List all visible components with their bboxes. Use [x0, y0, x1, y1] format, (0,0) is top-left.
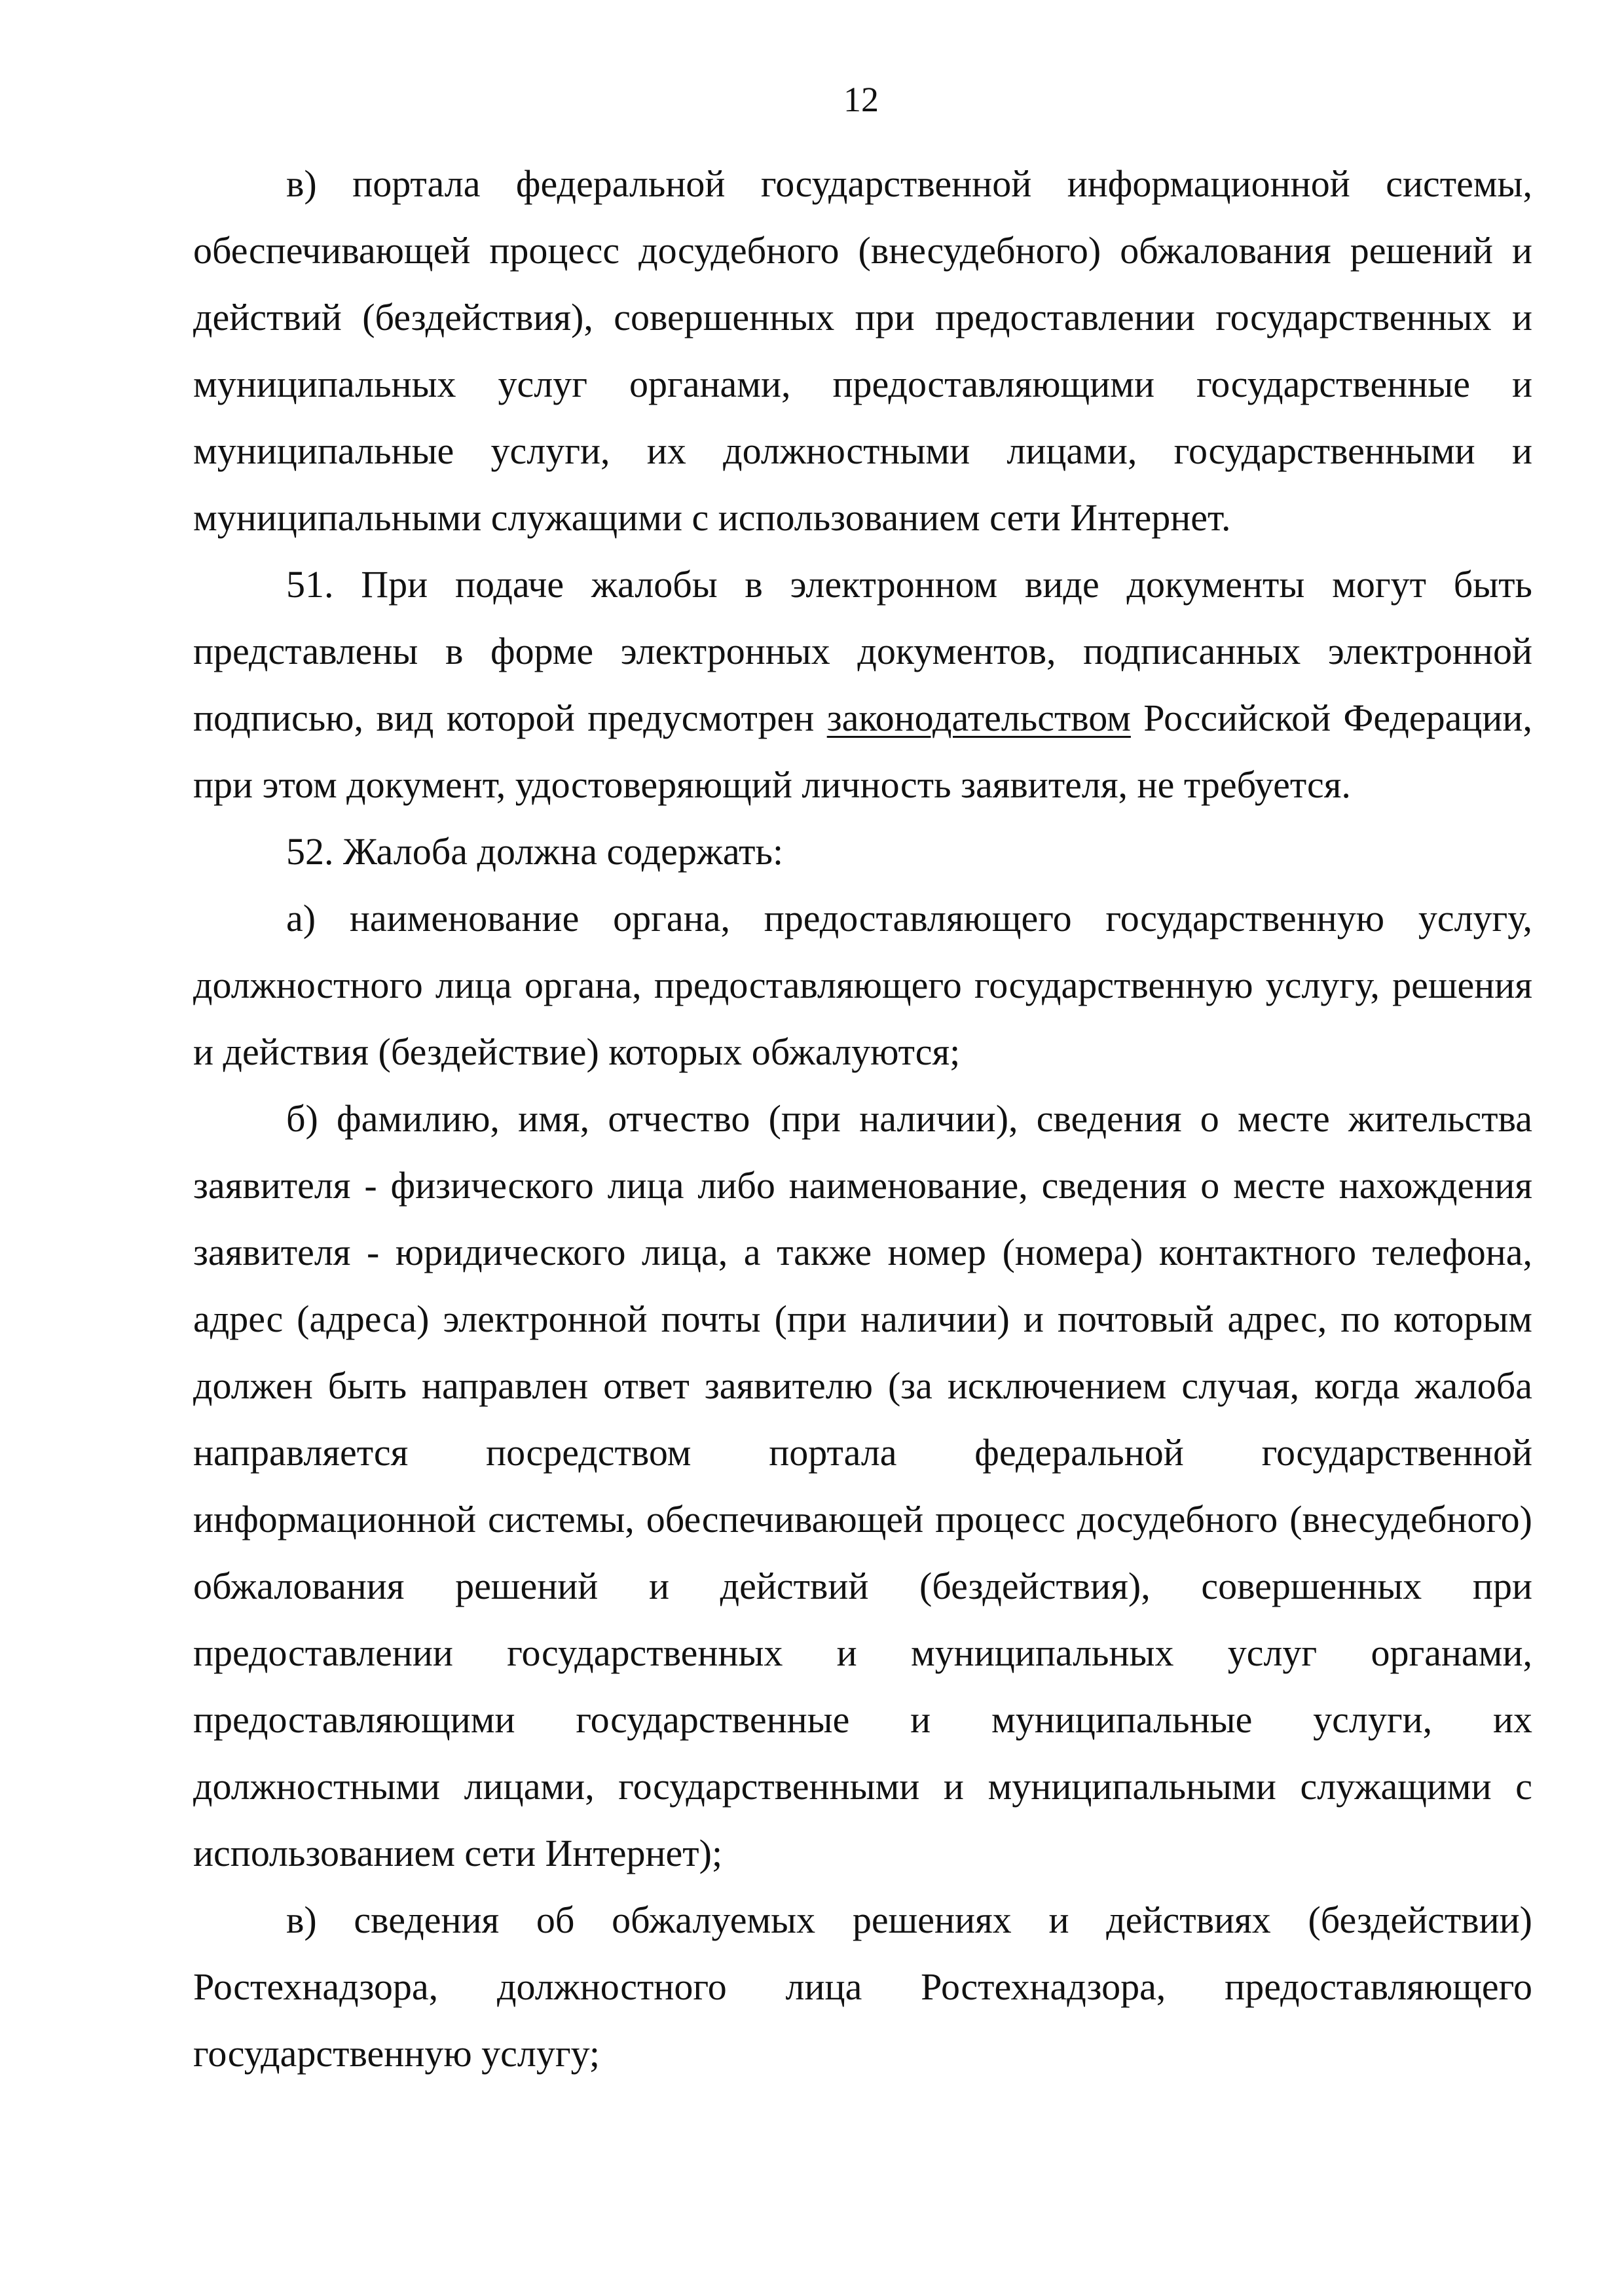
legislation-link[interactable]: законодательством [826, 697, 1131, 739]
page-number: 12 [843, 80, 879, 119]
paragraph-51-text-end: Российской Федерации, при этом документ, удостоверяющий личность заявителя, не требуется. [193, 697, 1532, 806]
paragraph-52: 52. Жалоба должна содержать: [286, 830, 784, 873]
paragraph-v-portal: в) портала федеральной государственной информационной системы, обеспечивающей процесс досудебного (внесудебного) обжалования решений и действий (бездействия), совершенных при предоставлении государственных и муниципальных услуг органами, предоставляющими государственные и муниципальные услуги, их должностными лицами, государственными и муниципальными служащими с использованием сети Интернет. [193, 162, 1532, 539]
paragraph-51 [193, 551, 1532, 818]
document-body [193, 151, 1532, 2087]
paragraph-52-v: в) сведения об обжалуемых решениях и действиях (бездействии) Ростехнадзора, должностного лица Ростехнадзора, предоставляющего государственную услугу; [193, 1899, 1532, 2075]
paragraph-51-text-start: 51. При подаче жалобы в электронном виде документы могут быть представлены в форме электронных документов, подписанных электронной подписью, вид которой предусмотрен [193, 563, 1532, 739]
paragraph-52-a: а) наименование органа, предоставляющего государственную услугу, должностного лица органа, предоставляющего государственную услугу, решения и действия (бездействие) которых обжалуются; [193, 897, 1532, 1073]
paragraph-52-b: б) фамилию, имя, отчество (при наличии), сведения о месте жительства заявителя - физического лица либо наименование, сведения о месте нахождения заявителя - юридического лица, а также номер (номера) контактного телефона, адрес (адреса) электронной почты (при наличии) и почтовый адрес, по которым должен быть направлен ответ заявителю (за исключением случая, когда жалоба направляется посредством портала федеральной государственной информационной системы, обеспечивающей процесс досудебного (внесудебного) обжалования решений и действий (бездействия), совершенных при предоставлении государственных и муниципальных услуг органами, предоставляющими государственные и муниципальные услуги, их должностными лицами, государственными и муниципальными служащими с использованием сети Интернет); [193, 1097, 1532, 1874]
